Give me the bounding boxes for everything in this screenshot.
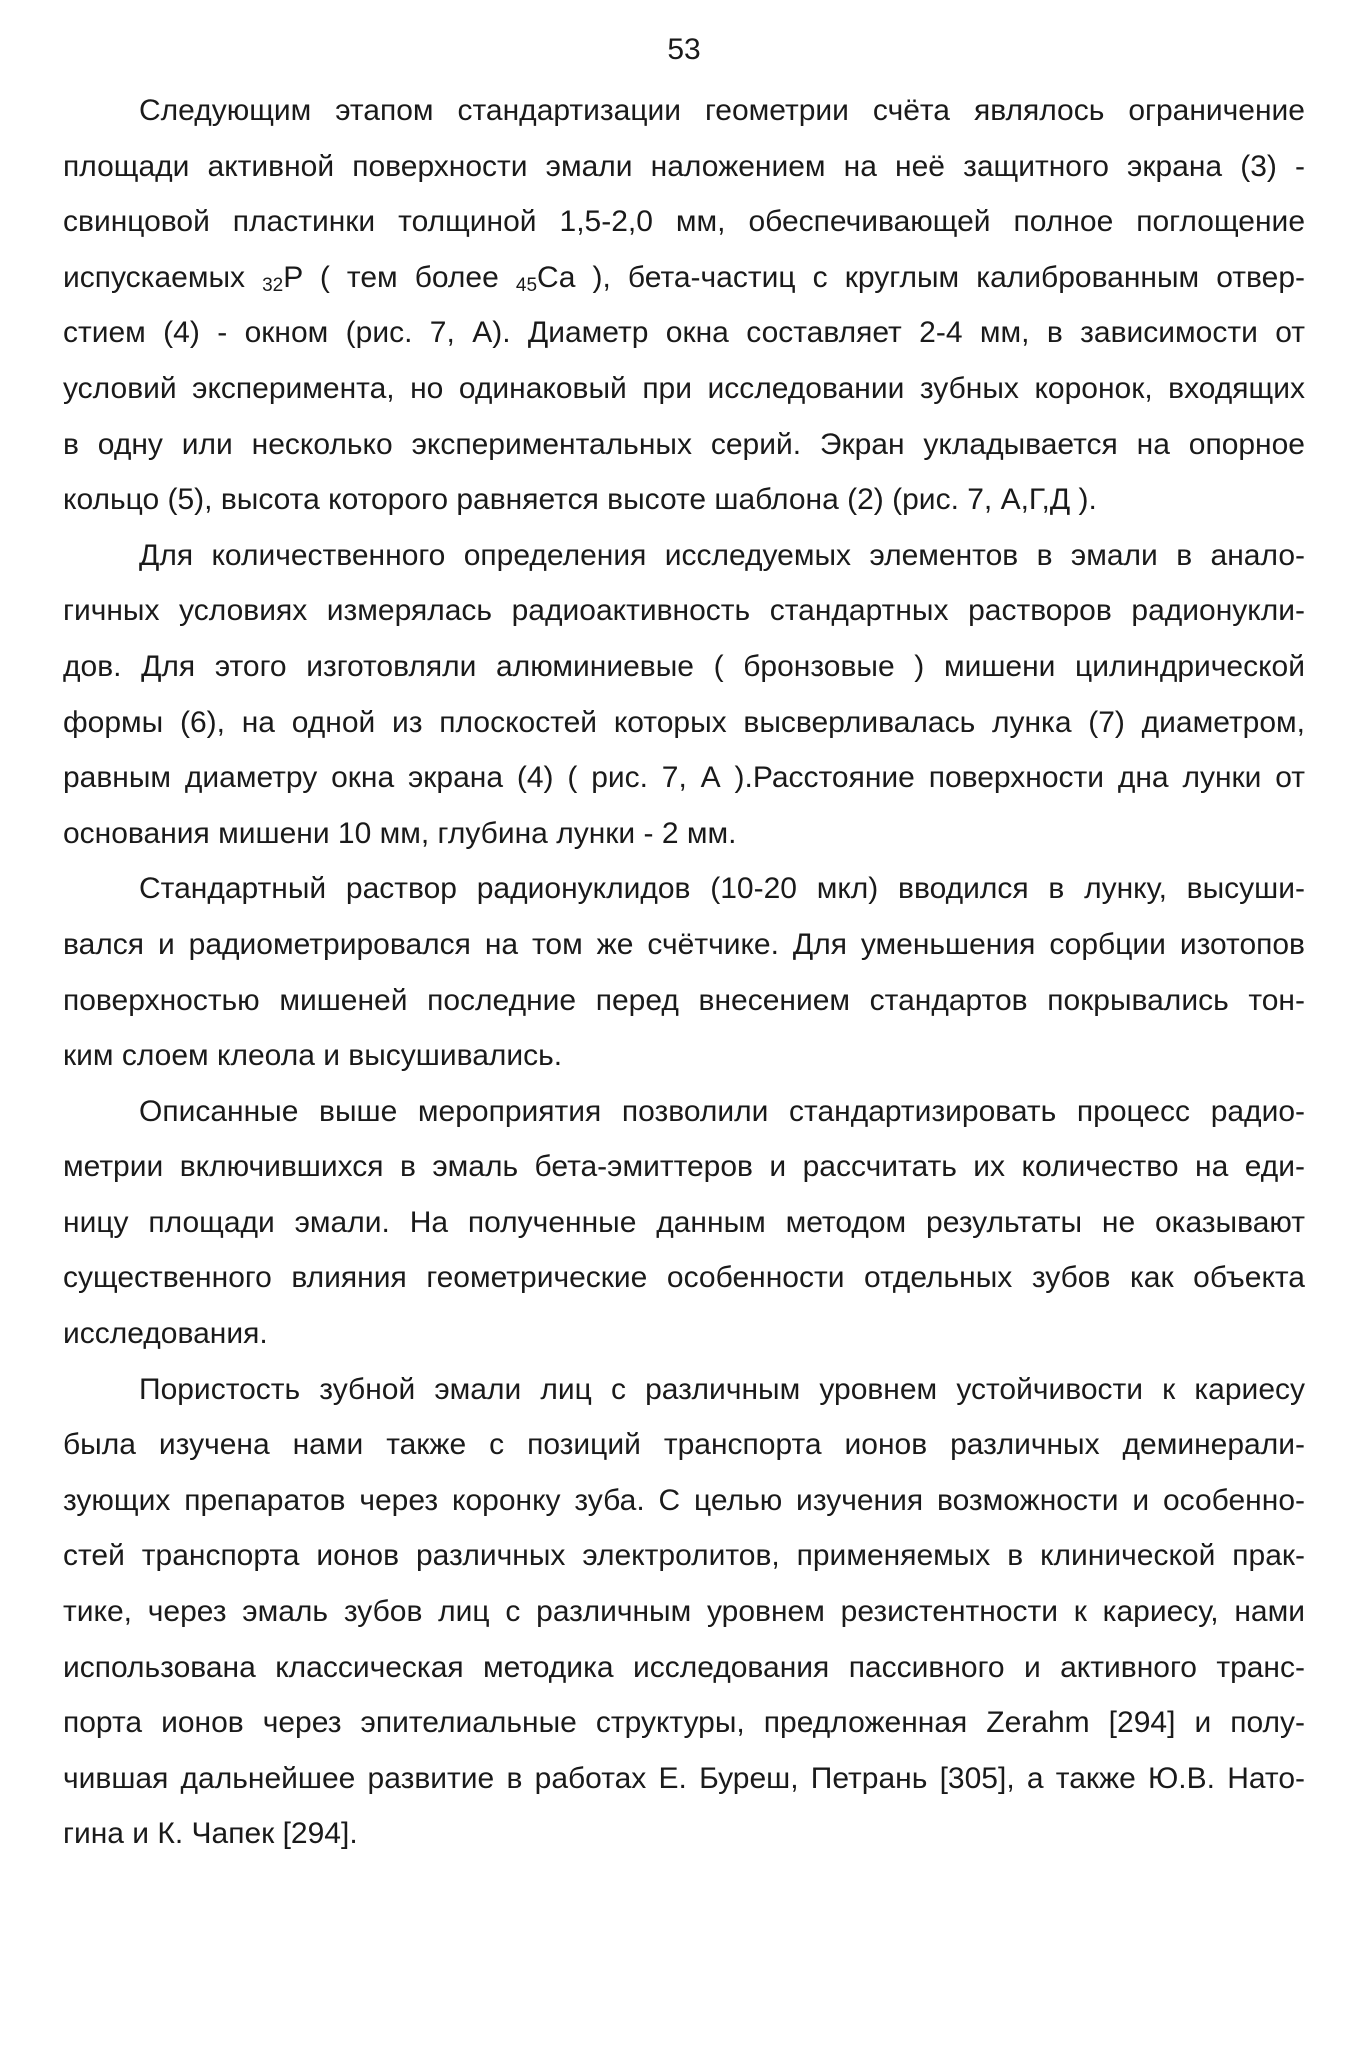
text-line: чившая дальнейшее развитие в работах Е. Буреш, Петрань [305], а также Ю.В. Нато- [63,1761,1305,1795]
paragraph-2 [63,528,1305,862]
text-line: тике, через эмаль зубов лиц с различным уровнем резистентности к кариесу, нами [63,1595,1305,1629]
text-fragment: P ( тем более [283,260,516,294]
text-line: зующих препаратов через коронку зуба. С целью изучения возможности и особенно- [63,1483,1305,1517]
text-line: метрии включившихся в эмаль бета-эмиттеров и рассчитать их количество на еди- [63,1150,1305,1184]
text-line: основания мишени 10 мм, глубина лунки - 2 мм. [63,816,737,850]
text-line: вался и радиометрировался на том же счётчике. Для уменьшения сорбции изотопов [63,927,1305,961]
text-line: Для количественного определения исследуемых элементов в эмали в анало- [139,538,1305,572]
page-number: 53 [667,33,701,66]
paragraph-3 [63,861,1305,1083]
text-line: Пористость зубной эмали лиц с различным уровнем устойчивости к кариесу [139,1372,1305,1406]
text-line: равным диаметру окна экрана (4) ( рис. 7, А ).Расстояние поверхности дна лунки от [63,761,1305,795]
paragraph-4 [63,1084,1305,1362]
text-line: ким слоем клеола и высушивались. [63,1039,563,1073]
text-line: поверхностью мишеней последние перед внесением стандартов покрывались тон- [63,983,1305,1017]
text-fragment: Ca ), бета-частиц с круглым калиброванным отвер- [537,260,1305,294]
text-line: в одну или несколько экспериментальных серий. Экран укладывается на опорное [63,427,1305,461]
text-line: стей транспорта ионов различных электролитов, применяемых в клинической прак- [63,1539,1305,1573]
text-line: Стандартный раствор радионуклидов (10-20 мкл) вводился в лунку, высуши- [139,872,1305,906]
body-text [63,83,1305,1862]
text-line: условий эксперимента, но одинаковый при исследовании зубных коронок, входящих [63,371,1305,405]
text-line: стием (4) - окном (рис. 7, А). Диаметр окна составляет 2-4 мм, в зависимости от [63,316,1305,350]
text-line: гина и К. Чапек [294]. [63,1817,358,1851]
text-line: формы (6), на одной из плоскостей которых высверливалась лунка (7) диаметром, [63,705,1305,739]
paragraph-5 [63,1362,1305,1862]
isotope-mass-number: 32 [262,274,284,296]
text-line: площади активной поверхности эмали наложением на неё защитного экрана (3) - [63,149,1305,183]
paragraph-1 [63,83,1305,528]
text-line: свинцовой пластинки толщиной 1,5-2,0 мм, обеспечивающей полное поглощение [63,205,1305,239]
text-line: использована классическая методика исследования пассивного и активного транс- [63,1650,1305,1684]
text-line: ницу площади эмали. На полученные данным методом результаты не оказывают [63,1205,1305,1239]
text-line: Следующим этапом стандартизации геометрии счёта являлось ограничение [139,94,1305,127]
text-line: гичных условиях измерялась радиоактивность стандартных растворов радионукли- [63,594,1305,628]
text-line: существенного влияния геометрические особенности отдельных зубов как объекта [63,1261,1305,1295]
text-line: кольцо (5), высота которого равняется высоте шаблона (2) (рис. 7, А,Г,Д ). [63,483,1097,517]
text-line: была изучена нами также с позиций транспорта ионов различных деминерали- [63,1428,1305,1462]
text-line-with-isotopes [63,250,1305,306]
text-line: дов. Для этого изготовляли алюминиевые ( бронзовые ) мишени цилиндрической [63,649,1305,683]
text-line: порта ионов через эпителиальные структуры, предложенная Zerahm [294] и полу- [63,1706,1305,1740]
text-line: Описанные выше мероприятия позволили стандартизировать процесс радио- [139,1094,1305,1128]
text-line: исследования. [63,1317,268,1351]
text-fragment: испускаемых [63,260,263,294]
isotope-mass-number: 45 [515,274,538,296]
